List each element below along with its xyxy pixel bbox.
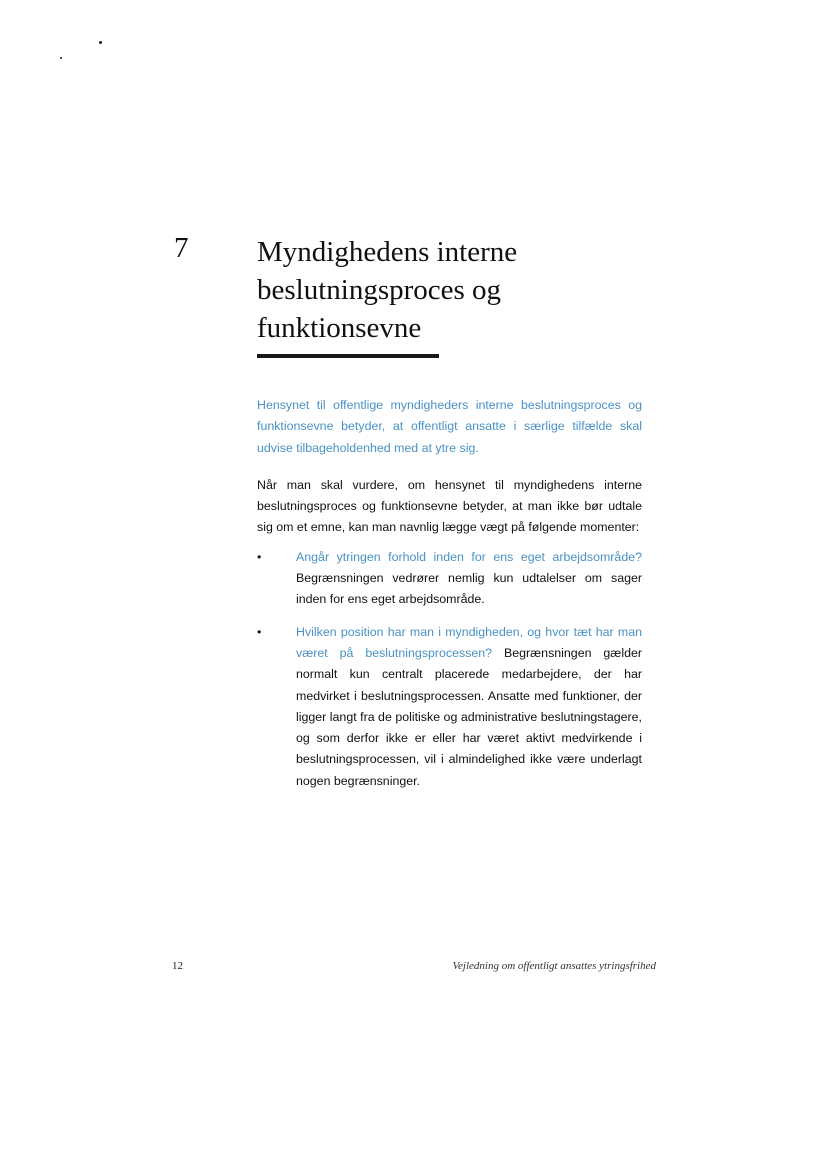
- bullet-question: Hvilken position har man i myndigheden, og hvor tæt har man været på beslutningsprocessen?: [296, 624, 642, 660]
- page-number: 12: [172, 960, 183, 972]
- chapter-number: 7: [174, 232, 189, 264]
- body-paragraph: Når man skal vurdere, om hensynet til myndighedens interne beslutningsproces og funktionsevne betyder, at man ikke bør udtale sig om et emne, kan man navnlig lægge vægt på følgende momenter:: [257, 477, 642, 535]
- scan-speck: [99, 41, 102, 44]
- chapter-content: [257, 395, 642, 803]
- bullet-question: Angår ytringen forhold inden for ens eget arbejdsområde?: [296, 549, 642, 564]
- list-item: [257, 622, 642, 792]
- chapter-title: Myndighedens interne beslutningsproces og funktionsevne: [257, 236, 518, 344]
- bullet-text: Begrænsningen gælder normalt kun centralt placerede medarbejdere, der har medvirket i beslutningsprocessen. Ansatte med funktioner, der ligger langt fra de politiske og administrative beslutningstagere, og som derfor ikke er eller har været aktivt medvirkende i beslutningsprocessen, vil i almindelighed ikke være underlagt nogen begrænsninger.: [296, 645, 642, 788]
- scan-speck: [60, 57, 62, 59]
- bullet-text: Begrænsningen vedrører nemlig kun udtalelser om sager inden for ens eget arbejdsområde.: [296, 571, 642, 607]
- considerations-list: [257, 547, 642, 792]
- intro-paragraph: Hensynet til offentlige myndigheders interne beslutningsproces og funktionsevne betyder, at offentligt ansatte i særlige tilfælde skal udvise tilbageholdenhed med at ytre sig.: [257, 398, 642, 455]
- list-item: [257, 547, 642, 611]
- title-rule: [257, 354, 439, 358]
- bullet-icon: •: [257, 624, 262, 639]
- bullet-icon: •: [257, 549, 262, 564]
- publication-title: Vejledning om offentligt ansattes ytringsfrihed: [452, 960, 656, 972]
